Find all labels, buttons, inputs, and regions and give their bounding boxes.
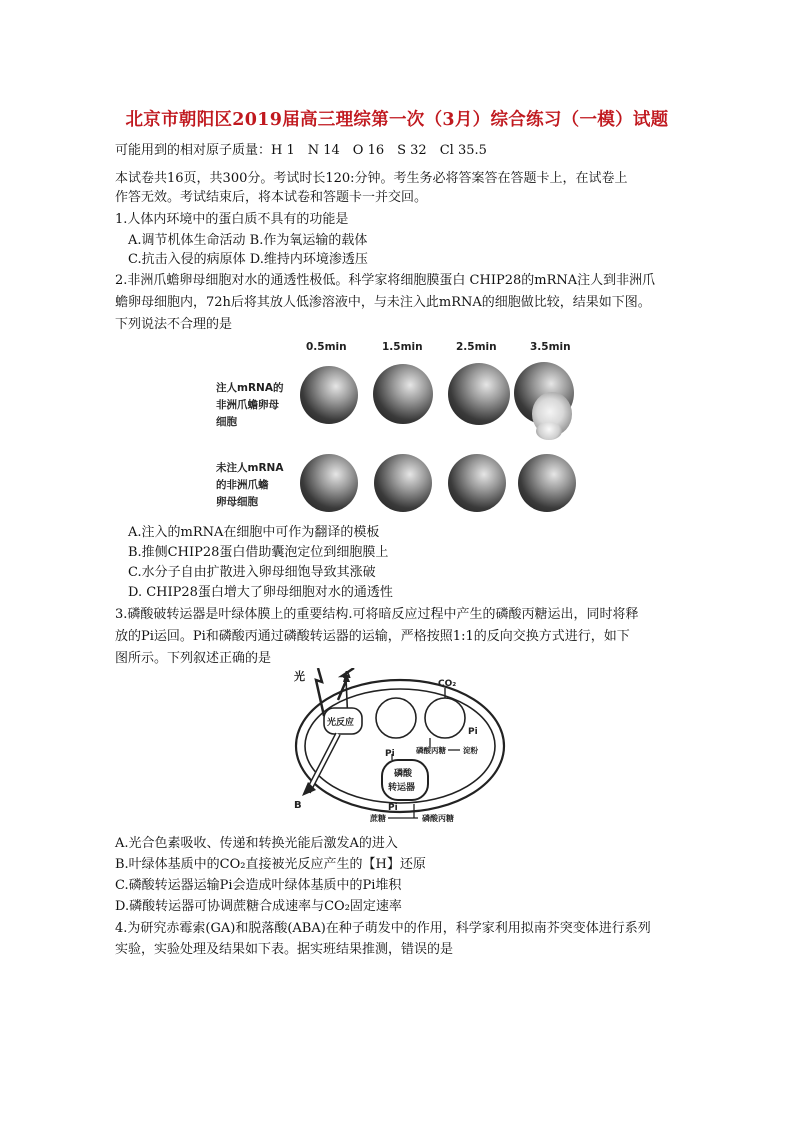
label-transporter-2: 转运器 (388, 783, 416, 793)
q2-option-d: D. CHIP28蛋白增大了卵母细胞对水的通透性 (128, 585, 393, 600)
q3-option-d: D.磷酸转运器可协调蔗糖合成速率与CO₂固定速率 (115, 899, 402, 914)
calvin-cycle-right (425, 698, 465, 738)
phosphate-transporter-box (382, 760, 428, 800)
label-light-reaction: 光反应 (327, 718, 355, 728)
row1-label (216, 380, 296, 431)
q2-option-c: C.水分子自由扩散进入卵母细饱导致其涨破 (128, 565, 376, 580)
q2-stem-line-1: 2.非洲爪蟾卵母细胞对水的通透性极低。科学家将细胞膜蛋白 CHIP28的mRNA注人到非洲爪 (115, 273, 656, 288)
q3-stem-line-3: 图所示。下列叙述正确的是 (115, 651, 272, 666)
row2-label-line-3: 卵母细胞 (216, 496, 258, 508)
light-arrow (316, 668, 324, 716)
time-label-0-5min: 0.5min (306, 341, 347, 353)
time-label-2-5min: 2.5min (456, 341, 497, 353)
oocyte-control-0-5min (300, 454, 358, 512)
q3-option-b: B.叶绿体基质中的CO₂直接被光反应产生的【H】还原 (115, 857, 426, 872)
q2-stem-line-3: 下列说法不合理的是 (115, 317, 233, 332)
row1-label-line-2: 非洲爪蟾卵母 (216, 399, 279, 411)
arrow-b-shaft-inner (308, 734, 338, 792)
q3-stem-line-1: 3.磷酸破转运器是叶绿体膜上的重要结构.可将暗反应过程中产生的磷酸丙糖运出，同时将释 (115, 607, 639, 622)
row1-label-line-3: 细胞 (216, 416, 237, 428)
label-pi-mid: Pi (385, 749, 395, 759)
label-triose-outer: 磷酸丙糖 (422, 814, 454, 823)
atomic-mass-line: 可能用到的相对原子质量：H 1 N 14 O 16 S 32 Cl 35.5 (115, 143, 487, 158)
q4-stem-line-1: 4.为研究赤霉索(GA)和脱落酸(ABA)在种子萌发中的作用，科学家利用拟南芥突变体进行系列 (115, 921, 651, 936)
label-pi-top: Pi (468, 727, 478, 737)
intro-line-1: 本试卷共16页，共300分。考试时长120:分钟。考生务必将答案答在答题卡上，在试卷上 (115, 171, 628, 186)
transporter-diagram (288, 668, 508, 826)
time-label-3-5min: 3.5min (530, 341, 571, 353)
q2-figure-oocyte-swelling (210, 336, 580, 522)
time-label-1-5min: 1.5min (382, 341, 423, 353)
label-co2: CO₂ (438, 679, 457, 689)
q2-stem-line-2: 蟾卵母细胞内，72h后将其放人低渗溶液中，与未注入此mRNA的细胞做比较，结果如下图。 (115, 295, 651, 310)
label-pi-bottom: Pi (388, 803, 398, 813)
oocyte-injected-1-5min (373, 364, 433, 424)
label-light: 光 (294, 670, 305, 683)
row2-label-line-1: 未注人mRNA (216, 462, 284, 474)
q2-option-b: B.推侧CHIP28蛋白借助囊泡定位到细胞膜上 (128, 545, 389, 560)
page-title: 北京市朝阳区2019届高三理综第一次（3月）综合练习（一模）试题 (125, 110, 669, 130)
row2-label (216, 460, 296, 511)
intro-line-2: 作答无效。考试结束后，将本试卷和答题卡一并交回。 (115, 190, 428, 205)
q1-options-line-1: A.调节机体生命活动 B.作为氧运输的载体 (128, 233, 368, 248)
oocyte-injected-0-5min (300, 366, 358, 424)
row2-label-line-2: 的非洲爪蟾 (216, 479, 269, 491)
q1-options-line-2: C.抗击入侵的病原体 D.维持内环境渗透压 (128, 252, 368, 267)
label-triose-inner: 磷酸丙糖 (416, 746, 446, 755)
label-starch: 淀粉 (463, 746, 478, 755)
oocyte-injected-2-5min (448, 363, 510, 425)
q1-stem: 1.人体内环境中的蛋白质不具有的功能是 (115, 212, 349, 227)
calvin-cycle-left (376, 698, 416, 738)
oocyte-control-3-5min (518, 454, 576, 512)
q3-figure-phosphate-transporter (288, 668, 508, 826)
label-a: A (343, 670, 351, 681)
oocyte-control-1-5min (374, 454, 432, 512)
q3-option-a: A.光合色素吸收、传递和转换光能后激发A的进入 (115, 836, 398, 851)
label-sucrose: 蔗糖 (370, 814, 386, 823)
row1-label-line-1: 注人mRNA的 (216, 382, 284, 394)
label-b: B (294, 800, 302, 811)
oocyte-rupture-bulge-small (536, 422, 562, 440)
q3-option-c: C.磷酸转运器运输Pi会造成叶绿体基质中的Pi堆积 (115, 878, 402, 893)
q2-option-a: A.注入的mRNA在细胞中可作为翻译的模板 (128, 525, 380, 540)
label-transporter-1: 磷酸 (394, 769, 413, 779)
oocyte-control-2-5min (448, 454, 506, 512)
q4-stem-line-2: 实验，实验处理及结果如下表。据实班结果推测，错误的是 (115, 942, 454, 957)
q3-stem-line-2: 放的Pi运回。Pi和磷酸丙通过磷酸转运器的运输，严格按照1:1的反向交换方式进行，如下 (115, 629, 630, 644)
